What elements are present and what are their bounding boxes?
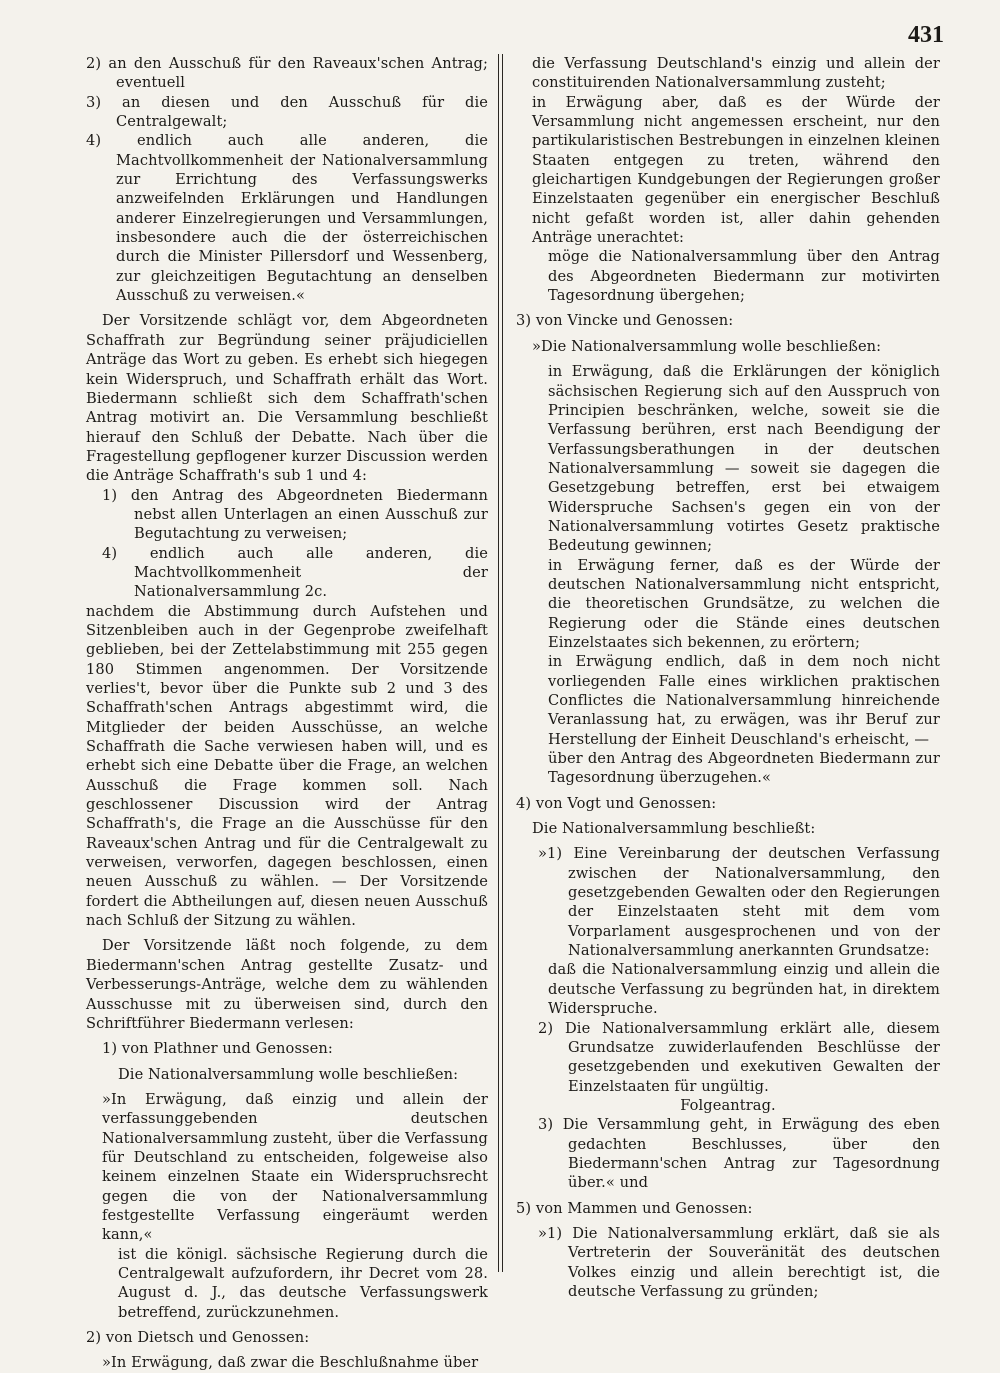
paragraph: Der Vorsitzende läßt noch folgende, zu dem Biedermann'schen Antrag gestellte Zusatz- und Verbesserungs-Anträge, welche dem zu wählenden Ausschusse mit zu überweisen sind, durch den Schriftführer Biedermann verlesen:: [86, 937, 488, 1032]
paragraph: 5) von Mammen und Genossen:: [516, 1199, 753, 1217]
paragraph: nachdem die Abstimmung durch Aufstehen und Sitzenbleiben auch in der Gegenprobe zweifelhaft geblieben, bei der Zettelabstimmung mit 255 gegen 180 Stimmen angenommen. Der Vorsitzende verlies't, bevor über die Punkte sub 2 und 3 des Schaffrath'schen Antrags abgestimmt wird, die Mitglieder der beiden Ausschüsse, an welche Schaffrath die Sache verwiesen haben will, und es erhebt sich eine Debatte über die Frage, an welchen Ausschuß die Frage kommen soll. Nach geschlossener Discussion wird der Antrag Schaffrath's, die Frage an die Ausschüsse für den Raveaux'schen Antrag und für die Centralgewalt zu verweisen, verworfen, dagegen beschlossen, einen neuen Ausschuß zu wählen. — Der Vorsitzende fordert die Abtheilungen auf, diesen neuen Ausschuß nach Schluß der Sitzung zu wählen.: [86, 602, 488, 930]
paragraph: Die Nationalversammlung beschließt:: [532, 820, 816, 838]
paragraph: 3) von Vincke und Genossen:: [516, 312, 734, 330]
paragraph: »1) Eine Vereinbarung der deutschen Verfassung zwischen der Nationalversammlung, den gesetzgebenden Gewalten oder den Regierungen der Einzelstaaten steht mit dem vom Vorparlament ausgesprochenen und von der Nationalversammlung anerkannten Grundsatze:: [538, 845, 940, 960]
paragraph: über den Antrag des Abgeordneten Biedermann zur Tagesordnung überzugehen.«: [548, 750, 940, 787]
paragraph: möge die Nationalversammlung über den Antrag des Abgeordneten Biedermann zur motivirten Tagesordnung übergehen;: [548, 248, 940, 305]
paragraph: in Erwägung endlich, daß in dem noch nicht vorliegenden Falle eines wirklichen praktischen Conflictes die Nationalversammlung hinreichende Veranlassung hat, zu erwägen, was ihr Beruf zur Herstellung der Einheit Deuschland's erheischt, —: [548, 653, 940, 748]
paragraph: Folgeantrag.: [680, 1096, 776, 1114]
paragraph: in Erwägung aber, daß es der Würde der Versammlung nicht angemessen erscheint, nur den partikularistischen Bestrebungen in einzelnen kleinen Staaten entgegen zu treten, während den gleichartigen Kundgebungen der Regierungen großer Einzelstaaten gegenüber ein energischer Beschluß nicht gefaßt worden ist, aller dahin gehenden Anträge unerachtet:: [532, 93, 940, 247]
paragraph: 3) Die Versammlung geht, in Erwägung des eben gedachten Beschlusses, über den Biedermann'schen Antrag zur Tagesordnung über.« und: [538, 1116, 940, 1192]
paragraph: daß die Nationalversammlung einzig und allein die deutsche Verfassung zu begründen hat, in direktem Widerspruche.: [548, 961, 940, 1018]
paragraph: in Erwägung, daß die Erklärungen der königlich sächsischen Regierung sich auf den Ausspruch von Principien beschränken, welche, soweit sie die Verfassung berühren, erst nach Beendigung der Verfassungsberathungen in der deutschen Nationalversammlung — soweit sie dagegen die Gesetzgebung betreffen, erst bei etwaigem Widerspruche Sachsen's gegen ein von der Nationalversammlung votirtes Gesetz praktische Bedeutung gewinnen;: [548, 363, 940, 555]
paragraph: 2) an den Ausschuß für den Raveaux'schen Antrag; eventuell: [86, 55, 488, 92]
paragraph: 4) endlich auch alle anderen, die Machtvollkommenheit der Nationalversammlung 2c.: [102, 544, 488, 601]
right-column: [516, 54, 940, 1301]
paragraph: »In Erwägung, daß zwar die Beschlußnahme über: [102, 1354, 479, 1372]
paragraph: »In Erwägung, daß einzig und allein der verfassunggebenden deutschen Nationalversammlung zusteht, über die Verfassung für Deutschland zu entscheiden, folgeweise also keinem einzelnen Staate ein Widerspruchsrecht gegen die von der Nationalversammlung festgestellte Verfassung eingeräumt werden kann,«: [102, 1090, 488, 1244]
paragraph: Die Nationalversammlung wolle beschließen:: [118, 1065, 459, 1083]
paragraph: 2) Die Nationalversammlung erklärt alle, diesem Grundsatze zuwiderlaufenden Beschlüsse der gesetzgebenden und exekutiven Gewalten der Einzelstaaten für ungültig.: [538, 1019, 940, 1095]
paragraph: 1) den Antrag des Abgeordneten Biedermann nebst allen Unterlagen an einen Ausschuß zur Begutachtung zu verweisen;: [102, 486, 488, 543]
paragraph: 4) endlich auch alle anderen, die Machtvollkommenheit der Nationalversammlung zur Errichtung des Verfassungswerks anzweifelnden Erklärungen und Handlungen anderer Einzelregierungen und Versammlungen, insbesondere auch die der österreichischen durch die Minister Pillersdorf und Wessenberg, zur gleichzeitigen Begutachtung an denselben Ausschuß zu verweisen.«: [86, 132, 488, 305]
paragraph: in Erwägung ferner, daß es der Würde der deutschen Nationalversammlung nicht entspricht, die theoretischen Grundsätze, zu welchen die Regierung oder die Stände eines deutschen Einzelstaates sich bekennen, zu erörtern;: [548, 556, 940, 651]
paragraph: ist die königl. sächsische Regierung durch die Centralgewalt aufzufordern, ihr Decret vom 28. August d. J., das deutsche Verfassungswerk betreffend, zurückzunehmen.: [118, 1245, 488, 1321]
paragraph: die Verfassung Deutschland's einzig und allein der constituirenden Nationalversammlung zusteht;: [532, 55, 940, 92]
paragraph: »1) Die Nationalversammlung erklärt, daß sie als Vertreterin der Souveränität des deutschen Volkes einzig und allein berechtigt ist, die deutsche Verfassung zu gründen;: [538, 1224, 940, 1300]
paragraph: 4) von Vogt und Genossen:: [516, 794, 717, 812]
paragraph: »Die Nationalversammlung wolle beschließen:: [532, 337, 882, 355]
paragraph: Der Vorsitzende schlägt vor, dem Abgeordneten Schaffrath zur Begründung seiner präjudiciellen Anträge das Wort zu geben. Es erhebt sich hiegegen kein Widerspruch, und Schaffrath erhält das Wort. Biedermann schließt sich dem Schaffrath'schen Antrag motivirt an. Die Versammlung beschließt hierauf den Schluß der Debatte. Nach über die Fragestellung gepflogener kurzer Discussion werden die Anträge Schaffrath's sub 1 und 4:: [86, 312, 488, 485]
paragraph: 3) an diesen und den Ausschuß für die Centralgewalt;: [86, 93, 488, 131]
column-divider: [498, 54, 503, 1272]
left-column: [86, 54, 488, 1373]
page-number: 431: [908, 22, 944, 48]
paragraph: 1) von Plathner und Genossen:: [102, 1040, 333, 1058]
paragraph: 2) von Dietsch und Genossen:: [86, 1329, 310, 1346]
